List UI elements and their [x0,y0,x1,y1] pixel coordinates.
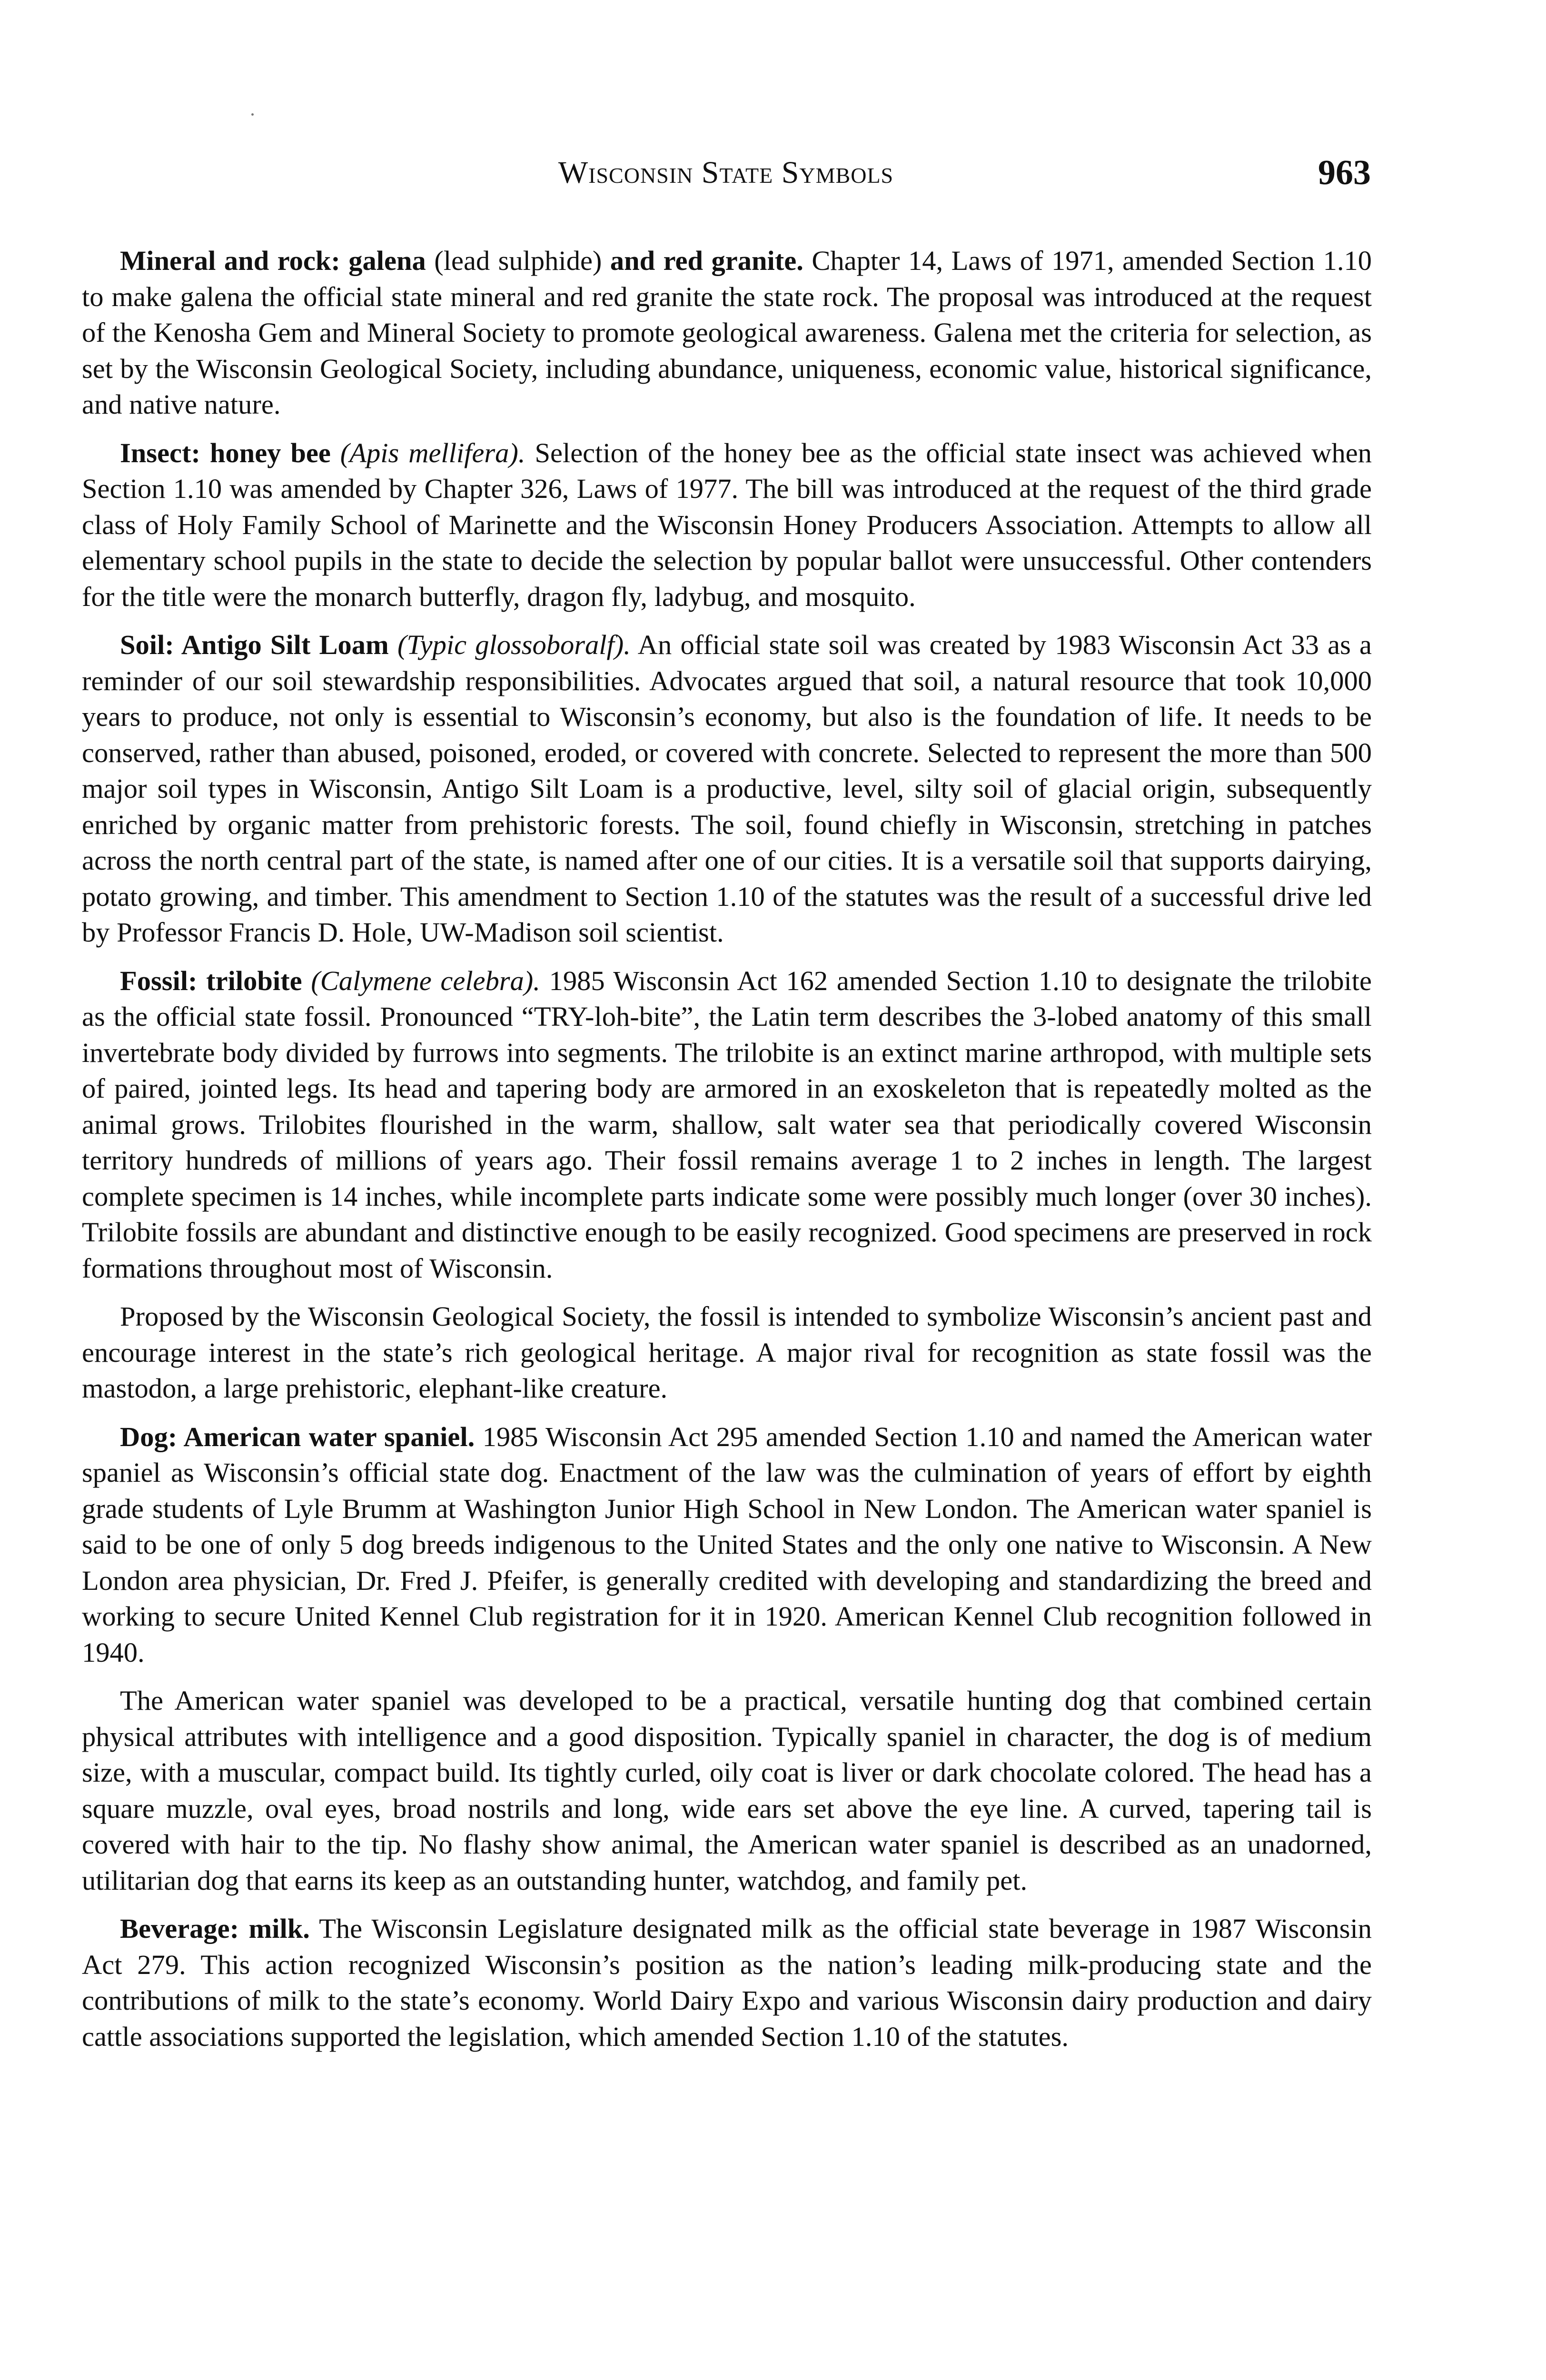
section-dog [82,1419,1372,1671]
section-heading: Insect: honey bee [120,437,331,468]
section-parenthetical: (lead sulphide) [426,245,610,276]
section-heading: Soil: Antigo Silt Loam [120,629,389,660]
section-text: Chapter 14, Laws of 1971, amended Section 1.10 to make galena the official state mineral and red granite the state rock. The proposal was introduced at the request of the Kenosha Gem and Mineral Society to promote geological awareness. Galena met the criteria for selection, as set by the Wisconsin Geological Society, including abundance, uniqueness, economic value, historical significance, and native nature. [82,245,1372,420]
section-text: 1985 Wisconsin Act 162 amended Section 1.10 to designate the trilobite as the official state fossil. Pronounced “TRY-loh-bite”, the Latin term describes the 3-lobed anatomy of this small invertebrate body divided by furrows into segments. The trilobite is an extinct marine arthropod, with multiple sets of paired, jointed legs. Its head and tapering body are armored in an exoskeleton that is repeatedly molted as the animal grows. Trilobites flourished in the warm, shallow, salt water sea that periodically covered Wisconsin territory hundreds of millions of years ago. Their fossil remains average 1 to 2 inches in length. The largest complete specimen is 14 inches, while incomplete parts indicate some were possibly much longer (over 30 inches). Trilobite fossils are abundant and distinctive enough to be easily recognized. Good specimens are preserved in rock formations throughout most of Wisconsin. [82,965,1372,1284]
scientific-name: (Typic glossoboralf). [388,629,631,660]
section-text: Proposed by the Wisconsin Geological Society, the fossil is intended to symbolize Wisconsin’s ancient past and encourage interest in the state’s rich geological heritage. A major rival for recognition as state fossil was the mastodon, a large prehistoric, elephant-like creature. [82,1301,1372,1404]
section-dog-continued [82,1683,1372,1898]
section-text: The Wisconsin Legislature designated milk as the official state beverage in 1987 Wisconsin Act 279. This action recognized Wisconsin’s position as the nation’s leading milk-producing state and the contributions of milk to the state’s economy. World Dairy Expo and various Wisconsin dairy production and dairy cattle associations supported the legislation, which amended Section 1.10 of the statutes. [82,1913,1372,2052]
section-text: 1985 Wisconsin Act 295 amended Section 1.10 and named the American water spaniel as Wisconsin’s official state dog. Enactment of the law was the culmination of years of effort by eighth grade students of Lyle Brumm at Washington Junior High School in New London. The American water spaniel is said to be one of only 5 dog breeds indigenous to the United States and the only one native to Wisconsin. A New London area physician, Dr. Fred J. Pfeifer, is generally credited with developing and standardizing the breed and working to secure United Kennel Club registration for it in 1920. American Kennel Club recognition followed in 1940. [82,1421,1372,1668]
section-heading: Mineral and rock: galena [120,245,426,276]
section-heading: Fossil: trilobite [120,965,302,996]
scientific-name: (Calymene celebra). [302,965,540,996]
section-heading: Beverage: milk. [120,1913,310,1944]
section-heading-continued: and red granite. [610,245,803,276]
section-beverage [82,1911,1372,2054]
section-fossil [82,963,1372,1287]
section-text: The American water spaniel was developed to be a practical, versatile hunting dog that combined certain physical attributes with intelligence and a good disposition. Typically spaniel in character, the dog is of medium size, with a muscular, compact build. Its tightly curled, oily coat is liver or dark chocolate colored. The head has a square muzzle, oval eyes, broad nostrils and long, wide ears set above the eye line. A curved, tapering tail is covered with hair to the tip. No flashy show animal, the American water spaniel is described as an unadorned, utilitarian dog that earns its keep as an outstanding hunter, watchdog, and family pet. [82,1685,1372,1896]
section-mineral-and-rock [82,243,1372,423]
section-text: An official state soil was created by 1983 Wisconsin Act 33 as a reminder of our soil stewardship responsibilities. Advocates argued that soil, a natural resource that took 10,000 years to produce, not only is essential to Wisconsin’s economy, but also is the foundation of life. It needs to be conserved, rather than abused, poisoned, eroded, or covered with concrete. Selected to represent the more than 500 major soil types in Wisconsin, Antigo Silt Loam is a productive, level, silty soil of glacial origin, subsequently enriched by organic matter from prehistoric forests. The soil, found chiefly in Wisconsin, stretching in patches across the north central part of the state, is named after one of our cities. It is a versatile soil that supports dairying, potato growing, and timber. This amendment to Section 1.10 of the statutes was the result of a successful drive led by Professor Francis D. Hole, UW-Madison soil scientist. [82,629,1372,948]
section-heading: Dog: American water spaniel. [120,1421,475,1452]
section-fossil-continued [82,1299,1372,1407]
section-text: Selection of the honey bee as the official state insect was achieved when Section 1.10 was amended by Chapter 326, Laws of 1977. The bill was introduced at the request of the third grade class of Holy Family School of Marinette and the Wisconsin Honey Producers Association. Attempts to allow all elementary school pupils in the state to decide the selection by popular ballot were unsuccessful. Other contenders for the title were the monarch butterfly, dragon fly, ladybug, and mosquito. [82,437,1372,612]
running-title: Wisconsin State Symbols [558,155,894,190]
running-head [81,151,1371,194]
body-text [82,243,1372,2067]
page-number: 963 [1318,153,1371,192]
scan-speck [251,113,254,116]
section-insect [82,435,1372,615]
scientific-name: (Apis mellifera). [330,437,525,468]
section-soil [82,627,1372,951]
